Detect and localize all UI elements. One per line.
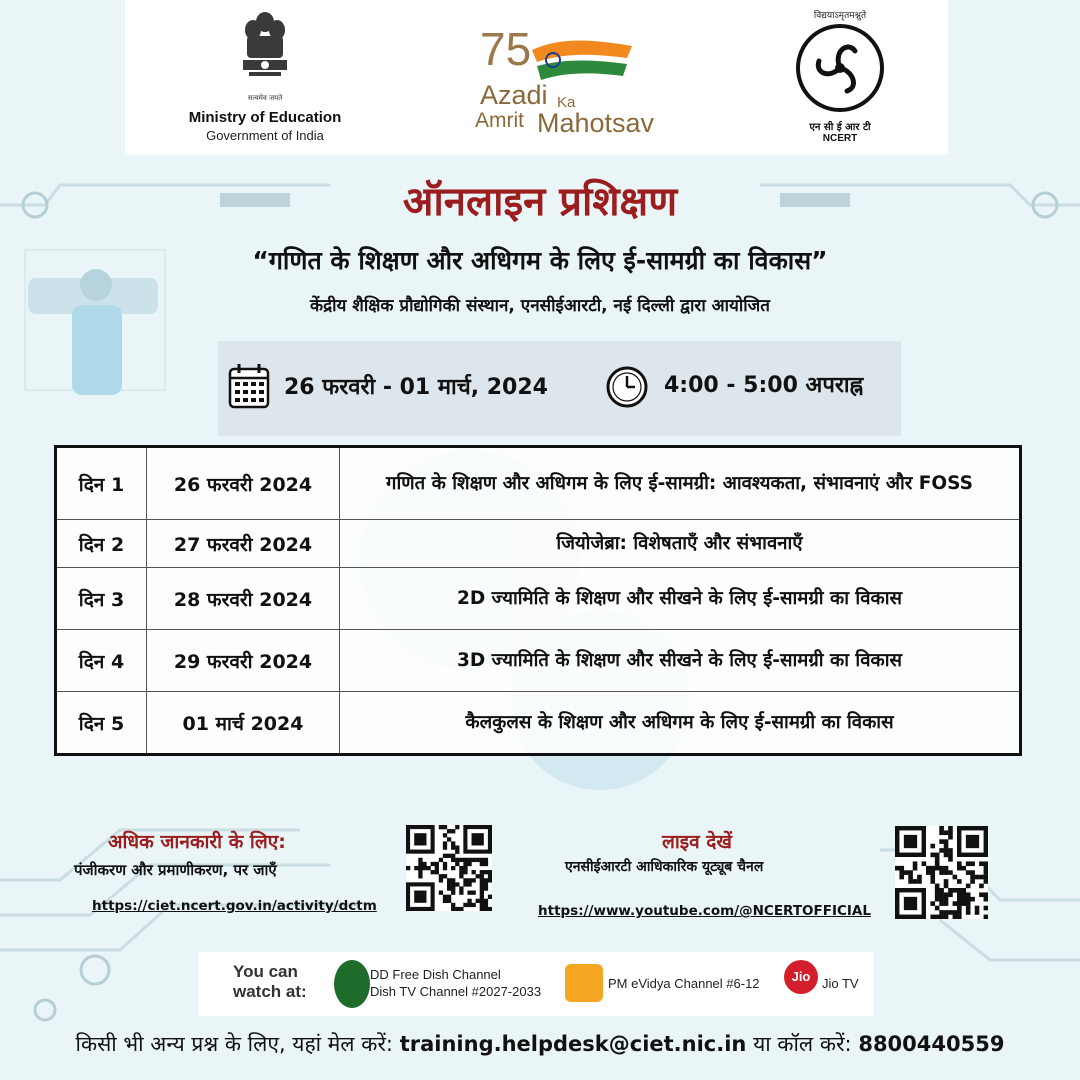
footer-prefix: किसी भी अन्य प्रश्न के लिए, यहां मेल करें: xyxy=(75,1032,394,1056)
ncert-hindi: एन सी ई आर टी xyxy=(809,122,871,133)
event-dates: 26 फरवरी - 01 मार्च, 2024 xyxy=(284,375,548,400)
topic-cell: जियोजेब्रा: विशेषताएँ और संभावनाएँ xyxy=(340,520,1021,568)
dd-free-dish-icon xyxy=(334,960,370,1008)
page-title: ऑनलाइन प्रशिक्षण xyxy=(402,179,678,225)
ncert-english: NCERT xyxy=(822,133,858,144)
course-title: “गणित के शिक्षण और अधिगम के लिए ई-सामग्री का विकास” xyxy=(252,246,828,275)
azadi-ka-amrit-mahotsav-logo xyxy=(465,22,685,142)
day-cell: दिन 3 xyxy=(56,568,147,630)
national-emblem-icon xyxy=(235,8,295,90)
day-cell: दिन 2 xyxy=(56,520,147,568)
date-cell: 01 मार्च 2024 xyxy=(147,692,340,755)
clock-icon xyxy=(605,365,649,409)
date-time-banner xyxy=(218,341,901,436)
qr-code-registration[interactable] xyxy=(406,825,492,911)
day-cell: दिन 1 xyxy=(56,447,147,520)
youtube-link[interactable]: https://www.youtube.com/@NCERTOFFICIAL xyxy=(538,903,871,919)
date-cell: 27 फरवरी 2024 xyxy=(147,520,340,568)
day-cell: दिन 5 xyxy=(56,692,147,755)
ncert-emblem-icon xyxy=(793,21,887,115)
helpdesk-phone[interactable]: 8800440559 xyxy=(858,1032,1005,1056)
date-cell: 28 फरवरी 2024 xyxy=(147,568,340,630)
calendar-icon xyxy=(228,363,270,409)
organizer-line: केंद्रीय शैक्षिक प्रौद्योगिकी संस्थान, एनसीईआरटी, नई दिल्ली द्वारा आयोजित xyxy=(310,296,770,316)
more-info-title: अधिक जानकारी के लिए: xyxy=(108,831,286,853)
aka-mahotsav: Mahotsav xyxy=(537,108,655,138)
jio-icon: Jio xyxy=(784,960,818,994)
event-time: 4:00 - 5:00 अपराह्न xyxy=(664,373,864,398)
table-row xyxy=(56,447,1021,520)
dd-line-2: Dish TV Channel #2027-2033 xyxy=(370,984,542,999)
dd-line-1: DD Free Dish Channel xyxy=(370,967,501,982)
table-row xyxy=(56,520,1021,568)
footer-contact xyxy=(0,1030,1080,1058)
live-title: लाइव देखें xyxy=(662,831,732,853)
aka-amrit: Amrit xyxy=(475,109,524,132)
tricolor-flag-icon xyxy=(527,36,637,84)
registration-link[interactable]: https://ciet.ncert.gov.in/activity/dctm xyxy=(92,898,377,914)
watch-line-2: watch at: xyxy=(233,982,307,1001)
topic-cell: 3D ज्यामिति के शिक्षण और सीखने के लिए ई-सामग्री का विकास xyxy=(340,630,1021,692)
footer-mid: या कॉल करें: xyxy=(753,1032,852,1056)
date-cell: 26 फरवरी 2024 xyxy=(147,447,340,520)
topic-cell: 2D ज्यामिति के शिक्षण और सीखने के लिए ई-सामग्री का विकास xyxy=(340,568,1021,630)
aka-azadi: Azadi xyxy=(480,80,548,110)
channel-strip xyxy=(198,952,874,1016)
ncert-motto: विद्ययाऽमृतमश्नुते xyxy=(813,11,867,21)
ncert-logo xyxy=(785,8,895,144)
qr-code-youtube[interactable] xyxy=(895,826,988,919)
moe-motto: सत्यमेव जयते xyxy=(247,94,283,102)
table-row xyxy=(56,568,1021,630)
moe-subtitle: Government of India xyxy=(206,128,324,143)
topic-cell: कैलकुलस के शिक्षण और अधिगम के लिए ई-सामग्री का विकास xyxy=(340,692,1021,755)
schedule-table xyxy=(54,445,1022,756)
more-info-subtitle: पंजीकरण और प्रमाणीकरण, पर जाएँ xyxy=(74,861,277,879)
topic-cell: गणित के शिक्षण और अधिगम के लिए ई-सामग्री: आवश्यकता, संभावनाएं और FOSS xyxy=(340,447,1021,520)
aka-ka: Ka xyxy=(557,94,576,111)
logo-strip xyxy=(125,0,948,155)
helpdesk-email[interactable]: training.helpdesk@ciet.nic.in xyxy=(399,1032,747,1056)
ministry-of-education-logo xyxy=(165,8,365,143)
table-row xyxy=(56,630,1021,692)
date-cell: 29 फरवरी 2024 xyxy=(147,630,340,692)
watch-at-label xyxy=(233,962,307,1002)
live-subtitle: एनसीईआरटी आधिकारिक यूट्यूब चैनल xyxy=(565,859,764,875)
dd-channel-text xyxy=(370,966,541,1000)
pm-evidya-icon xyxy=(565,964,603,1002)
aka-number: 75 xyxy=(480,23,532,75)
day-cell: दिन 4 xyxy=(56,630,147,692)
pm-evidya-text: PM eVidya Channel #6-12 xyxy=(608,976,760,991)
table-row xyxy=(56,692,1021,755)
watch-line-1: You can xyxy=(233,962,298,981)
moe-title: Ministry of Education xyxy=(188,109,342,126)
jio-tv-text: Jio TV xyxy=(822,976,859,991)
